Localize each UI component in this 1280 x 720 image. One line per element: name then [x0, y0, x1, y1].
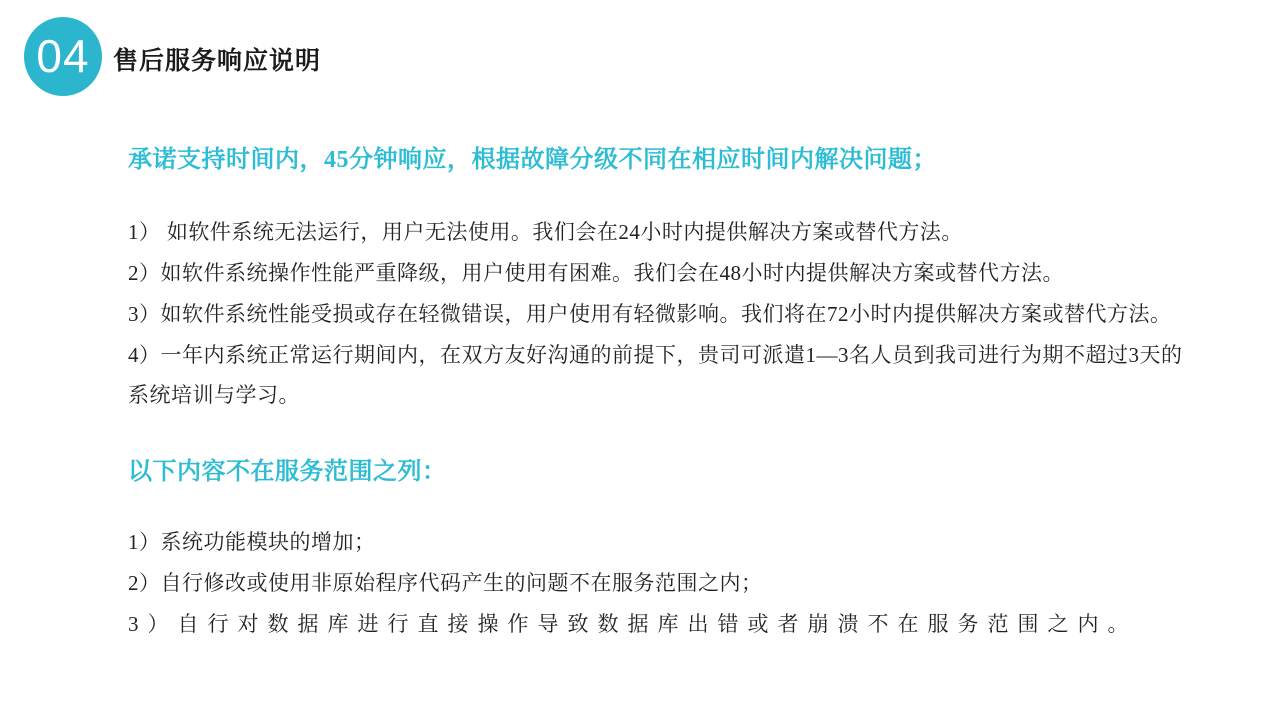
content-area — [128, 0, 1184, 720]
page-title: 售后服务响应说明 — [113, 47, 322, 75]
section-number: 04 — [36, 29, 90, 82]
section-number-badge — [24, 17, 102, 96]
section-2-heading: 以下内容不在服务范围之列： — [128, 458, 447, 485]
list-item: 4）一年内系统正常运行期间内，在双方友好沟通的前提下，贵司可派遣1—3名人员到我司进行为期不超过3天的系统培训与学习。 — [128, 343, 1183, 407]
list-item: 3）如软件系统性能受损或存在轻微错误，用户使用有轻微影响。我们将在72小时内提供解决方案或替代方法。 — [128, 302, 1172, 326]
list-item: 2）自行修改或使用非原始程序代码产生的问题不在服务范围之内； — [128, 571, 763, 595]
list-item: 1）系统功能模块的增加； — [128, 530, 376, 554]
section-1-list — [128, 212, 1184, 416]
list-item: 2）如软件系统操作性能严重降级，用户使用有困难。我们会在48小时内提供解决方案或替代方法。 — [128, 261, 1064, 285]
list-item: 1） 如软件系统无法运行，用户无法使用。我们会在24小时内提供解决方案或替代方法。 — [128, 220, 963, 244]
section-1-heading: 承诺支持时间内，45分钟响应，根据故障分级不同在相应时间内解决问题； — [128, 146, 937, 173]
section-2-list — [128, 522, 1184, 645]
list-item: 3）自行对数据库进行直接操作导致数据库出错或者崩溃不在服务范围之内。 — [128, 612, 1138, 636]
